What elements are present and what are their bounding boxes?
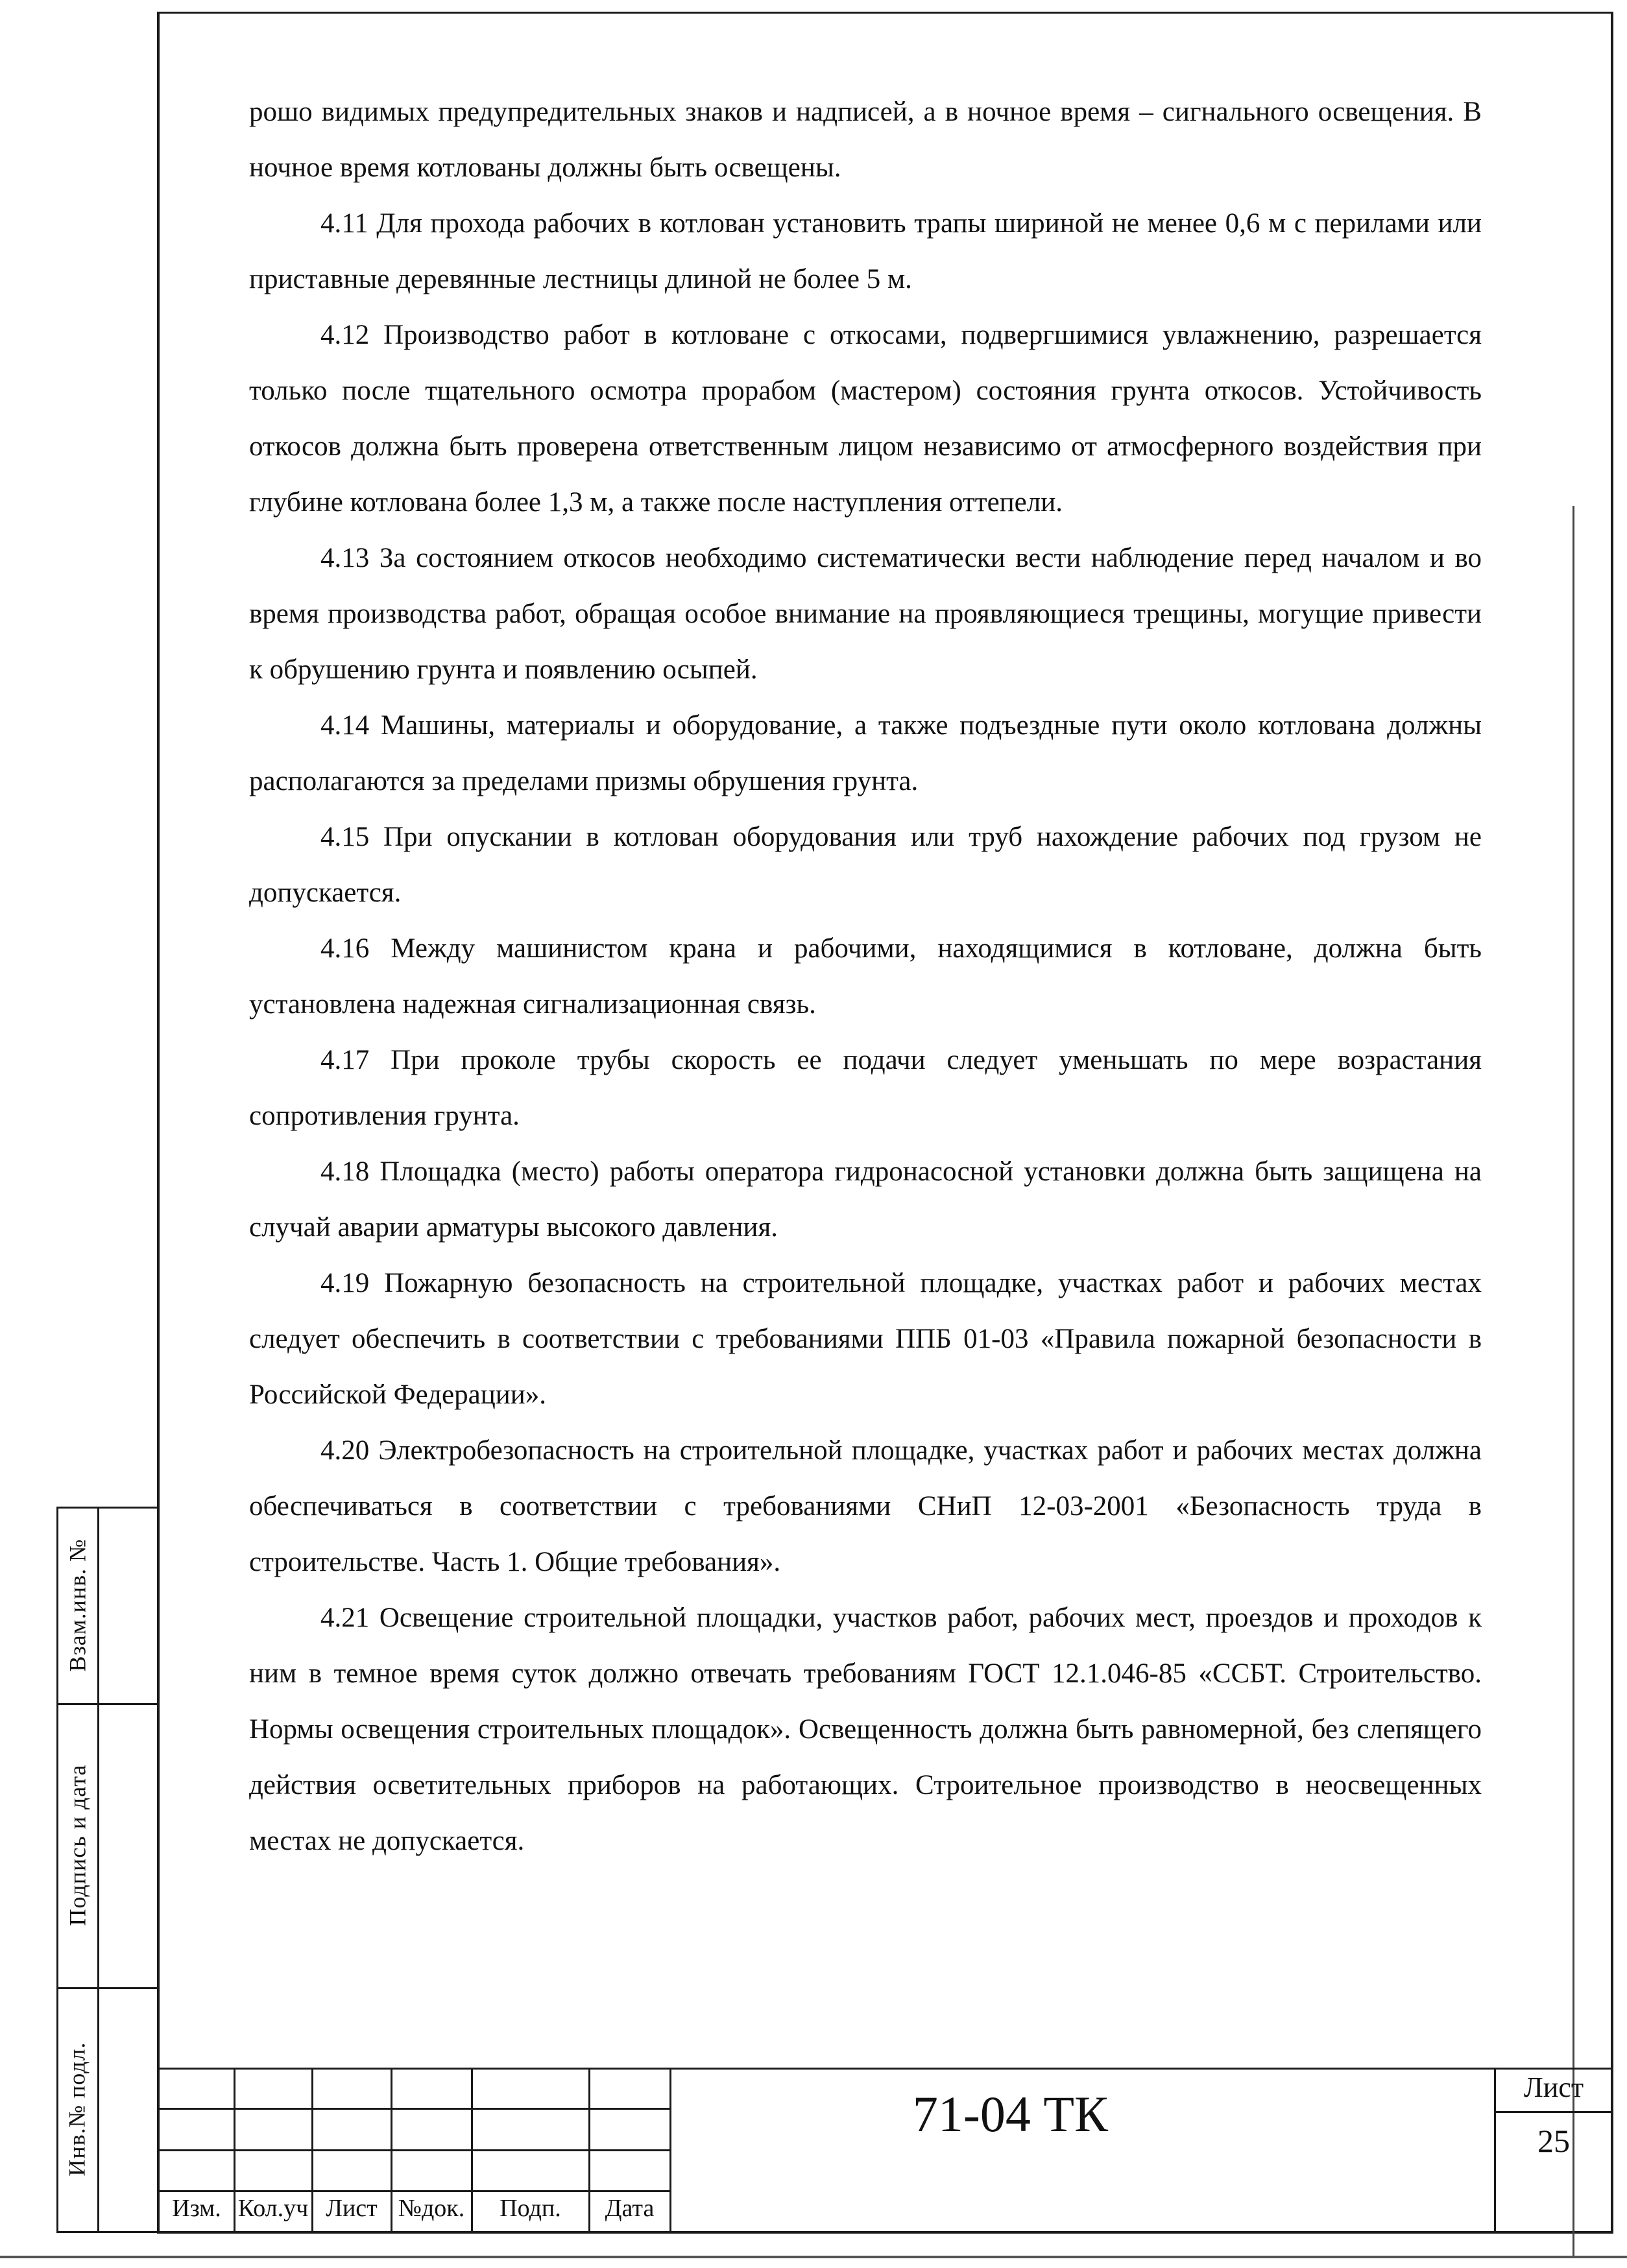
col-podp-label: Подп. [500,2195,561,2222]
paragraph: рошо видимых предупредительных знаков и надписей, а в ночное время – сигнального освещения. В ночное время котлованы должны быть освещены. [249,97,1482,183]
paragraph: 4.18 Площадка (место) работы оператора гидронасосной установки должна быть защищена на случай аварии арматуры высокого давления. [249,1156,1482,1243]
document-body [249,84,1482,1869]
col-kol-uch-label: Кол.уч [237,2195,309,2222]
paragraph: 4.13 За состоянием откосов необходимо систематически вести наблюдение перед началом и во время производства работ, обращая особое внимание на проявляющиеся трещины, могущие привести к обрушению грунта и появлению осыпей. [249,543,1482,685]
orig-inv-label: Инв.№ подл. [64,2042,90,2177]
frame-top-border [157,12,1613,14]
col-izm-label: Изм. [172,2195,221,2222]
paragraph: 4.21 Освещение строительной площадки, участков работ, рабочих мест, проездов и проходов к ним в темное время суток должно отвечать требованиям ГОСТ 12.1.046-85 «ССБТ. Строительство. Нормы освещения строительных площадок». Освещенность должна быть равномерной, без слепящего действия осветительных приборов на работающих. Строительное производство в неосвещенных местах не допускается. [249,1603,1482,1856]
side-label-replace-inv [56,1507,98,1703]
paragraph: 4.20 Электробезопасность на строительной площадке, участках работ и рабочих местах должна обеспечиваться в соответствии с требованиями СНиП 12-03-2001 «Безопасность труда в строительстве. Часть 1. Общие требования». [249,1435,1482,1577]
paragraph: 4.16 Между машинистом крана и рабочими, находящимися в котловане, должна быть установлена надежная сигнализационная связь. [249,933,1482,1020]
title-block-top-line [157,2068,1613,2070]
scan-edge-line [1573,506,1574,2257]
col-ndok-label: №док. [398,2195,465,2222]
frame-right-border [1611,12,1613,2233]
paragraph: 4.17 При проколе трубы скорость ее подачи следует уменьшать по мере возрастания сопротивления грунта. [249,1045,1482,1131]
paragraph: 4.14 Машины, материалы и оборудование, а также подъездные пути около котлована должны располагаются за пределами призмы обрушения грунта. [249,710,1482,796]
col-data-label: Дата [605,2195,655,2222]
sign-date-label: Подпись и дата [64,1764,91,1926]
col-list-label: Лист [326,2195,378,2222]
paragraph: 4.12 Производство работ в котловане с откосами, подвергшимися увлажнению, разрешается только после тщательного осмотра прорабом (мастером) состояния грунта откосов. Устойчивость откосов должна быть проверена ответственным лицом независимо от атмосферного воздействия при глубине котлована более 1,3 м, а также после наступления оттепели. [249,320,1482,518]
paragraph: 4.11 Для прохода рабочих в котлован установить трапы шириной не менее 0,6 м с перилами или приставные деревянные лестницы длиной не более 5 м. [249,208,1482,294]
frame-bottom-border [157,2231,1613,2234]
frame-left-border [157,12,160,2233]
sheet-label: Лист [1523,2071,1584,2103]
replace-inv-label: Взам.инв. № [64,1538,90,1671]
side-label-sign-date [56,1703,98,1987]
sheet-cell-divider [1495,2111,1612,2113]
document-code: 71-04 ТК [912,2086,1109,2142]
paragraph: 4.15 При опускании в котлован оборудования или труб нахождение рабочих под грузом не допускается. [249,822,1482,908]
sheet-number: 25 [1537,2123,1570,2159]
paragraph: 4.19 Пожарную безопасность на строительной площадке, участках работ и рабочих местах следует обеспечить в соответствии с требованиями ППБ 01-03 «Правила пожарной безопасности в Российской Федерации». [249,1268,1482,1410]
scan-bottom-edge [0,2256,1627,2258]
side-label-orig-inv [56,1987,98,2231]
